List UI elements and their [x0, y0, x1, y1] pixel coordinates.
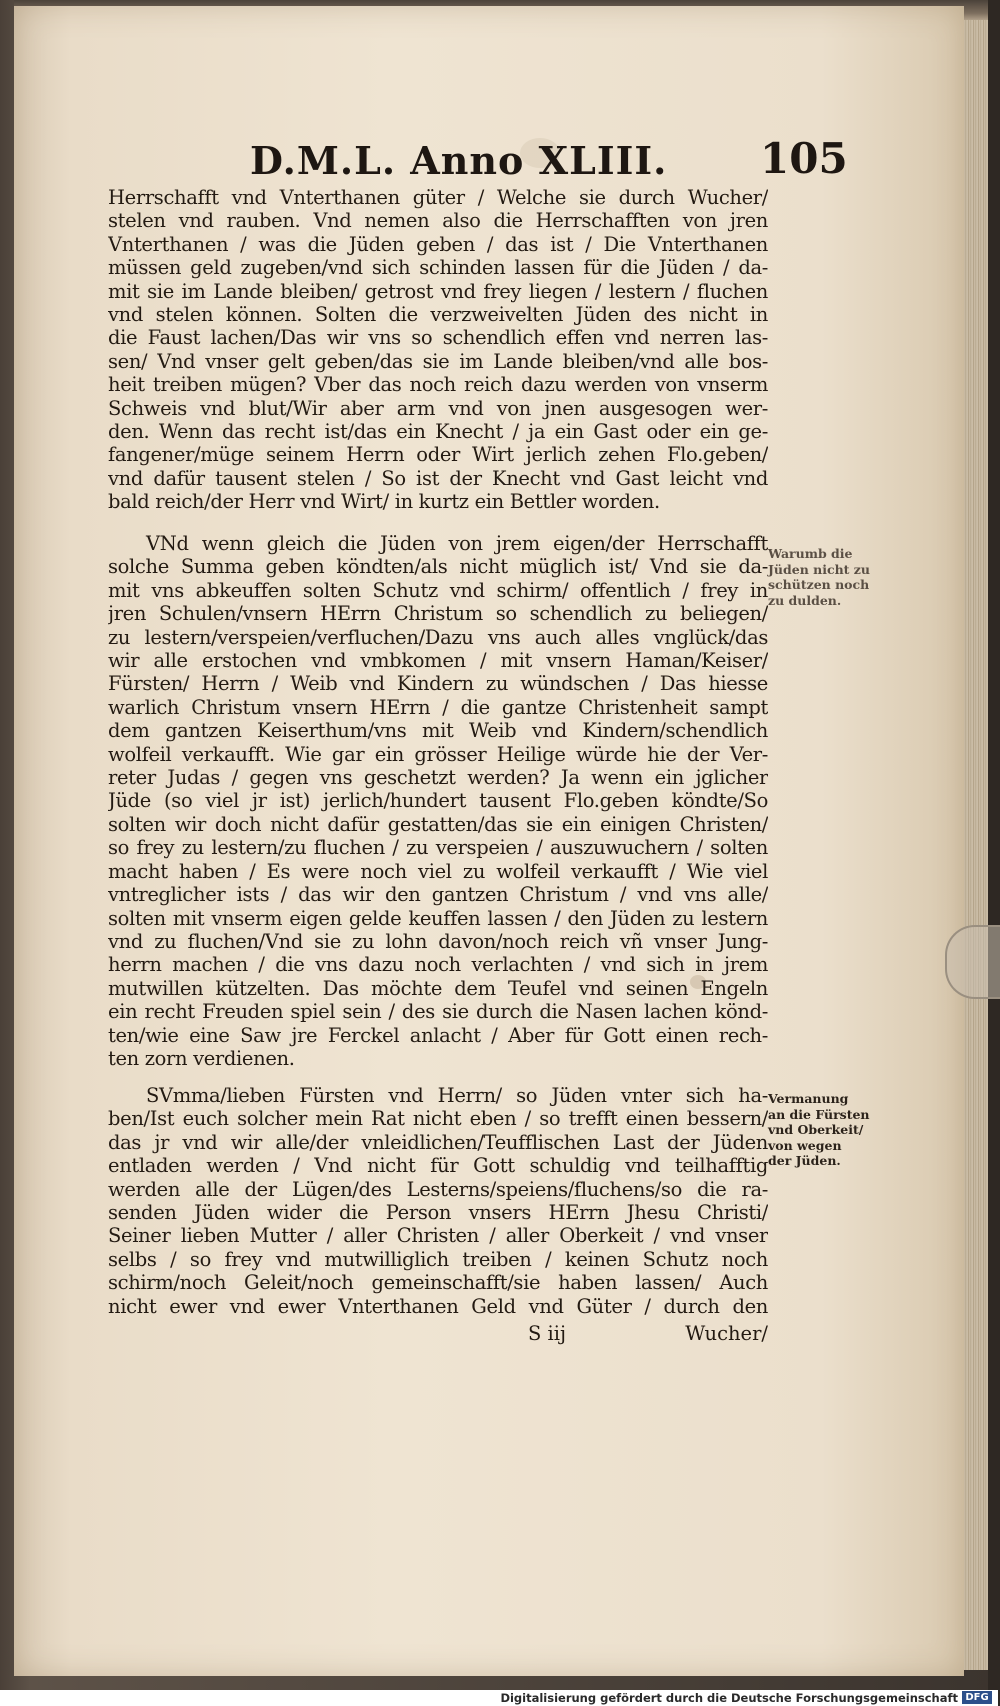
text-line: den. Wenn das recht ist/das ein Knecht / ja ein Gast oder ein ge- — [108, 420, 768, 444]
note-line: von wegen — [768, 1137, 842, 1153]
text-line: reter Judas / gegen vns geschetzt werden? Ja wenn ein jglicher — [108, 766, 768, 790]
text-line: solten mit vnserm eigen gelde keuffen lassen / den Jüden zu lestern — [108, 906, 768, 930]
text-line: solche Summa geben köndten/als nicht müglich ist/ Vnd sie da- — [108, 555, 768, 579]
note-line: schützen noch — [768, 577, 870, 592]
book-binding-edge — [988, 0, 1000, 1706]
note-line: vnd Oberkeit/ — [768, 1122, 864, 1137]
text-line: warlich Christum vnsern HErrn / die gantze Christenheit sampt — [108, 695, 768, 719]
text-line: zu lestern/verspeien/verfluchen/Dazu vns auch alles vnglück/das — [108, 625, 768, 649]
digitization-footer — [0, 1690, 998, 1706]
text-line: Fürsten/ Herrn / Weib vnd Kindern zu wündschen / Das hiesse — [108, 672, 768, 696]
note-line: Jüden nicht zu — [768, 561, 870, 577]
text-line: entladen werden / Vnd nicht für Gott schuldig vnd teilhafftig — [108, 1154, 768, 1178]
paragraph — [108, 1084, 768, 1318]
signature-mark: S iij — [528, 1322, 567, 1345]
text-line: macht haben / Es were noch viel zu wolfeil verkaufft / Wie viel — [108, 859, 768, 883]
text-line: heit treiben mügen? Vber das noch reich dazu werden von vnserm — [108, 373, 768, 397]
note-line: Vermanung — [768, 1091, 849, 1106]
text-line: VNd wenn gleich die Jüden von jrem eigen/der Herrschafft — [146, 532, 768, 555]
text-line: wolfeil verkaufft. Wie gar ein grösser Heilige würde hie der Ver- — [108, 742, 768, 766]
text-line: Herrschafft vnd Vnterthanen güter / Welche sie durch Wucher/ — [108, 186, 768, 209]
text-line: selbs / so frey vnd mutwilliglich treiben / keinen Schutz noch — [108, 1247, 768, 1271]
text-line: wir alle erstochen vnd vmbkomen / mit vnsern Haman/Keiser/ — [108, 649, 768, 673]
text-line: SVmma/lieben Fürsten vnd Herrn/ so Jüden vnter sich ha- — [146, 1084, 768, 1107]
text-line: vnd dafür tausent stelen / So ist der Knecht vnd Gast leicht vnd — [108, 466, 768, 490]
text-line: werden alle der Lügen/des Lesterns/speiens/fluchens/so die ra- — [108, 1177, 768, 1201]
text-line: schirm/noch Geleit/noch gemeinschafft/sie haben lassen/ Auch — [108, 1271, 768, 1295]
text-line: sen/ Vnd vnser gelt geben/das sie im Lande bleiben/vnd alle bos- — [108, 349, 768, 373]
page-header — [250, 134, 848, 188]
text-line: mit sie im Lande bleiben/ getrost vnd frey liegen / lestern / fluchen — [108, 279, 768, 303]
text-line: bald reich/der Herr vnd Wirt/ in kurtz ein Bettler worden. — [108, 490, 660, 514]
text-line: Schweis vnd blut/Wir aber arm vnd von jnen ausgesogen wer- — [108, 396, 768, 420]
note-line: der Jüden. — [768, 1153, 841, 1168]
text-line: fangener/müge seinem Herrn oder Wirt jerlich zehen Flo.geben/ — [108, 443, 768, 467]
text-line: jren Schulen/vnsern HErrn Christum so schendlich zu beliegen/ — [108, 602, 768, 626]
text-line: dem gantzen Keiserthum/vns mit Weib vnd Kindern/schendlich — [108, 719, 768, 743]
funding-credit: Digitalisierung gefördert durch die Deutsche Forschungsgemeinschaft — [500, 1691, 958, 1705]
dfg-logo: DFG — [962, 1691, 992, 1704]
text-line: senden Jüden wider die Person vnsers HErrn Jhesu Christi/ — [108, 1201, 768, 1225]
text-line: vnd stelen können. Solten die verzweivelten Jüden des nicht in — [108, 303, 768, 327]
text-line: so frey zu lestern/zu fluchen / zu verspeien / auszuwuchern / solten — [108, 836, 768, 860]
text-line: Jüde (so viel jr ist) jerlich/hundert tausent Flo.geben köndte/So — [108, 789, 768, 813]
text-line: mit vns abkeuffen solten Schutz vnd schirm/ offentlich / frey in — [108, 578, 768, 602]
note-line: an die Fürsten — [768, 1106, 870, 1122]
catchword: Wucher/ — [685, 1322, 768, 1345]
text-line: vntreglicher ists / das wir den gantzen Christum / vnd vns alle/ — [108, 883, 768, 907]
text-line: ten zorn verdienen. — [108, 1046, 295, 1070]
page-number: 105 — [760, 134, 848, 183]
text-line: vnd zu fluchen/Vnd sie zu lohn davon/noch reich vñ vnser Jung- — [108, 929, 768, 953]
note-line: zu dulden. — [768, 592, 842, 608]
text-line: stelen vnd rauben. Vnd nemen also die Herrschafften von jren — [108, 209, 768, 233]
text-line: herrn machen / die vns dazu noch verlachten / vnd sich in jrem — [108, 953, 768, 977]
text-line: müssen geld zugeben/vnd sich schinden lassen für die Jüden / da- — [108, 256, 768, 280]
page-footer-line — [108, 1322, 768, 1350]
text-line: das jr vnd wir alle/der vnleidlichen/Teufflischen Last der Jüden — [108, 1130, 768, 1154]
page-clip — [945, 925, 1000, 999]
text-line: Seiner lieben Mutter / aller Christen / aller Oberkeit / vnd vnser — [108, 1224, 768, 1248]
paragraph — [108, 532, 768, 1070]
note-line: Warumb die — [768, 546, 853, 561]
text-line: ten/wie eine Saw jre Ferckel anlacht / Aber für Gott einen rech- — [108, 1023, 768, 1047]
paragraph — [108, 186, 768, 514]
running-head: D.M.L. Anno XLIII. — [250, 138, 668, 183]
text-line: nicht ewer vnd ewer Vnterthanen Geld vnd Güter / durch den — [108, 1294, 768, 1318]
text-line: Vnterthanen / was die Jüden geben / das ist / Die Vnterthanen — [108, 232, 768, 256]
text-line: solten wir doch nicht dafür gestatten/das sie ein einigen Christen/ — [108, 812, 768, 836]
text-line: die Faust lachen/Das wir vns so schendlich effen vnd nerren las- — [108, 326, 768, 350]
marginal-note — [768, 1091, 878, 1169]
text-line: mutwillen kützelten. Das möchte dem Teufel vnd seinen Engeln — [108, 976, 768, 1000]
marginal-note — [768, 546, 878, 608]
text-line: ein recht Freuden spiel sein / des sie durch die Nasen lachen könd- — [108, 1000, 768, 1024]
text-line: ben/Ist euch solcher mein Rat nicht eben / so trefft einen bessern/ — [108, 1107, 768, 1131]
